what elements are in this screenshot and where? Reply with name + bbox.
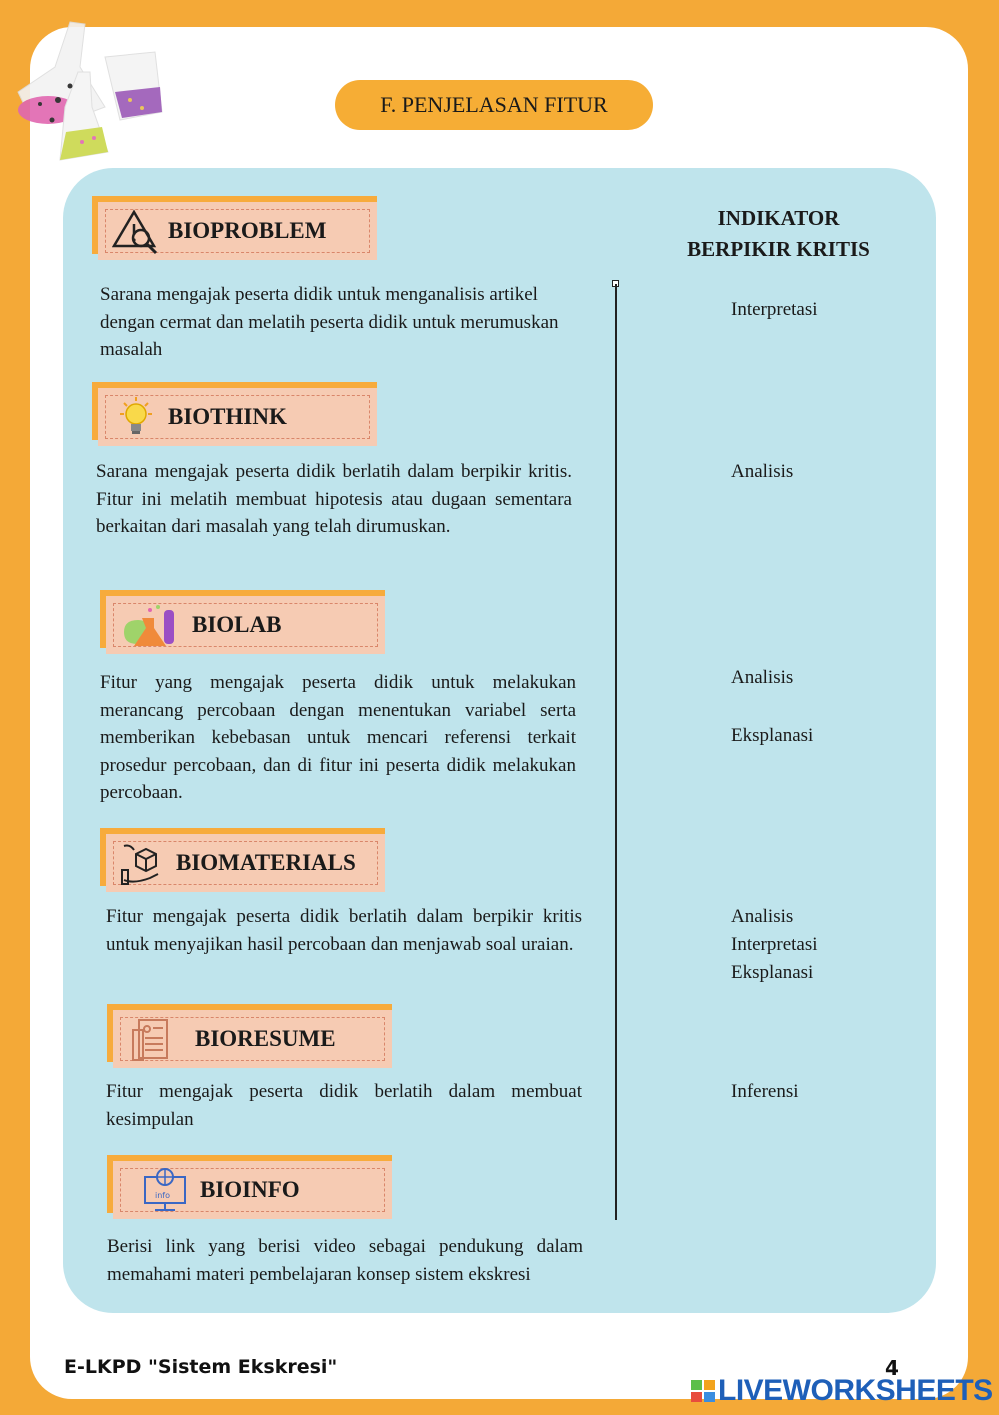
svg-text:info: info <box>155 1191 171 1200</box>
feature-name: BIOLAB <box>192 612 282 637</box>
feature-description-bioproblem: Sarana mengajak peserta didik untuk menganalisis artikel dengan cermat dan melatih peserta didik untuk merumuskan masalah <box>100 284 559 360</box>
indicator-bioresume-1: Inferensi <box>731 1081 799 1102</box>
feature-name: BIORESUME <box>195 1026 336 1051</box>
indicator-biolab-1: Analisis <box>731 667 794 688</box>
page-number: 4 <box>885 1356 899 1380</box>
indicator-header: INDIKATOR BERPIKIR KRITIS <box>687 206 870 261</box>
feature-description-biolab: Fitur yang mengajak peserta didik untuk melakukan merancang percobaan dengan menentukan variabel serta memberikan kebebasan untuk mencari referensi terkait prosedur percobaan, dan di fitur ini peserta didik melakukan percobaan. <box>100 672 576 803</box>
lab-flask-icon <box>120 602 180 650</box>
feature-description-bioinfo: Berisi link yang berisi video sebagai pendukung dalam memahami materi pembelajaran konsep sistem ekskresi <box>107 1236 583 1285</box>
footer-title: E-LKPD "Sistem Ekskresi" <box>64 1356 338 1378</box>
info-computer-icon <box>141 1167 189 1215</box>
feature-description-bioresume: Fitur mengajak peserta didik berlatih dalam membuat kesimpulan <box>106 1081 582 1130</box>
watermark-text: LIVEWORKSHEETS <box>718 1374 993 1407</box>
indicator-biomaterials-1: Analisis <box>731 906 794 927</box>
resume-document-icon <box>127 1016 175 1064</box>
indicator-biolab-2: Eksplanasi <box>731 725 814 746</box>
section-title: F. PENJELASAN FITUR <box>335 80 653 130</box>
lightbulb-icon <box>112 394 160 442</box>
lab-flasks-decoration-icon <box>10 12 180 172</box>
indicator-bioproblem-1: Interpretasi <box>731 299 818 320</box>
warning-search-icon <box>112 208 160 256</box>
feature-description-biothink: Sarana mengajak peserta didik berlatih dalam berpikir kritis. Fitur ini melatih membuat hipotesis atau dugaan sementara berkaitan dari masalah yang telah dirumuskan. <box>96 461 572 537</box>
indicator-biomaterials-2: Interpretasi <box>731 934 818 955</box>
feature-name: BIOTHINK <box>168 404 287 429</box>
box-hands-icon <box>120 840 168 888</box>
column-divider <box>615 284 617 1220</box>
liveworksheets-logo-icon <box>690 1378 716 1404</box>
feature-name: BIOINFO <box>200 1177 300 1202</box>
indicator-biomaterials-3: Eksplanasi <box>731 962 814 983</box>
indicator-biothink-1: Analisis <box>731 461 794 482</box>
feature-description-biomaterials: Fitur mengajak peserta didik berlatih dalam berpikir kritis untuk menyajikan hasil percobaan dan menjawab soal uraian. <box>106 906 582 955</box>
feature-name: BIOMATERIALS <box>176 850 356 875</box>
liveworksheets-watermark <box>690 1374 993 1408</box>
feature-name: BIOPROBLEM <box>168 218 327 243</box>
